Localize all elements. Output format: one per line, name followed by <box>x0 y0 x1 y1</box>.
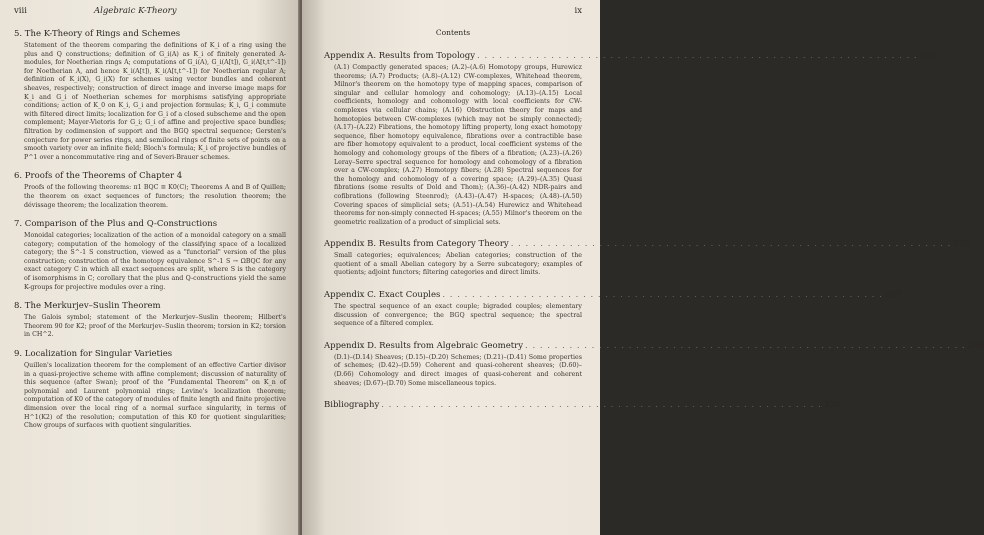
toc-entry-title: Appendix C. Exact Couples <box>324 290 441 301</box>
left-page <box>0 0 300 535</box>
toc-entry-description: Small categories; equivalences; Abelian categories; construction of the quotient of a small Abelian category by a Serre subcategory; examples of quotients; adjoint functors; filtering categories and direct limits. <box>334 252 582 277</box>
toc-entry-description: Quillen's localization theorem for the complement of an effective Cartier divisor in a quasi-projective scheme with affine complement; discussion of naturality of this sequence (after Swan); proof of the "Fundamental Theorem" on K_n of polynomial and Laurent polynomial rings; Levine's localization theorem; computation of K0 of the category of modules of finite length and finite projective dimension over the local ring of a normal surface singularity, in terms of H^1(K2) of the resolution; computation of this K0 for quotient singularities; Chow groups of surfaces with quotient singularities. <box>24 362 286 430</box>
toc-entry-title: 7. Comparison of the Plus and Q-Constructions <box>14 219 218 230</box>
left-running-head <box>14 6 286 20</box>
toc-entry-title: 6. Proofs of the Theorems of Chapter 4 <box>14 171 183 182</box>
dot-leader: . . . . . . . . . . . . . . . . . . . . . . . . . . . . . . . . . . . . . . . . . . . . . . . . . . . . . . . . . . . . <box>477 51 918 61</box>
toc-entry-description: Proofs of the following theorems: π1 BQC ≅ K0(C); Theorems A and B of Quillen; the theorem on exact sequences of functors; the resolution theorem; the dévissage theorem; the localization theorem. <box>24 184 286 209</box>
toc-entry-description: (D.1)–(D.14) Sheaves; (D.15)–(D.20) Schemes; (D.21)–(D.41) Some properties of schemes; (D.42)–(D.59) Coherent and quasi-coherent sheaves; (D.60)–(D.66) Cohomology and direct images of quasi-coherent and coherent sheaves; (D.67)–(D.70) Some miscellaneous topics. <box>334 353 582 387</box>
toc-entry-title: 5. The K-Theory of Rings and Schemes <box>14 29 181 39</box>
toc-entry-page: 276 <box>953 239 970 250</box>
toc-entry-description: (A.1) Compactly generated spaces; (A.2)–(A.6) Homotopy groups, Hurewicz theorems; (A.7) Products; (A.8)–(A.12) CW-complexes, Whitehead theorem, Milnor's theorem on the homotopy type of mapping spaces, comparison of singular and cellular homology and cohomology; (A.13)–(A.15) Local coefficients, homology and cohomology with local coefficients for CW-complexes via cellular chains; (A.16) Obstruction theory for maps and homotopies between CW-complexes (which may not be simply connected); (A.17)–(A.22) Fibrations, the homotopy lifting property, long exact homotopy sequence, fiber homotopy equivalence, fibrations over a contractible base are fiber homotopy equivalent to a product, local coefficient systems of the homology and cohomology groups of the fibers of a fibration; (A.23)–(A.26) Leray–Serre spectral sequence for homology and cohomology of a fibration over a CW-complex; (A.27) Homotopy fibers; (A.28) Spectral sequences for the homology and cohomology of a covering space; (A.29)–(A.35) Quasi fibrations (some results of Dold and Thom); (A.36)–(A.42) NDR-pairs and cofibrations (following Steenrod); (A.43)–(A.47) H-spaces; (A.48)–(A.50) Covering spaces of simplicial sets; (A.51)–(A.54) Hurewicz and Whitehead theorems for non-simply connected H-spaces; (A.55) Milnor's theorem on the geometric realization of a product of simplicial sets. <box>334 64 582 226</box>
toc-entry-title: Appendix B. Results from Category Theory <box>324 239 509 250</box>
toc-entry-title: 9. Localization for Singular Varieties <box>14 349 173 360</box>
running-title-contents: Contents <box>435 28 471 37</box>
toc-entry-chapter-5 <box>14 29 286 162</box>
toc-entry-appendix-b <box>324 239 970 278</box>
toc-entry-chapter-9 <box>14 349 286 431</box>
toc-entry-bibliography <box>324 400 841 411</box>
right-page <box>302 0 984 535</box>
toc-entry-title: Bibliography <box>324 400 380 411</box>
toc-entry-appendix-c <box>324 290 902 329</box>
toc-entry-appendix-d <box>324 340 984 388</box>
right-running-head <box>324 6 582 20</box>
toc-entry-chapter-7 <box>14 219 286 292</box>
toc-entry-description: Monoidal categories; localization of the action of a monoidal category on a small category; computation of the homology of the classifying space of a localized category; the S^-1 S construction, viewed as a "functorial" version of the plus construction; construction of the homotopy equivalence S^-1 S → ΩBQC for any exact category C in which all exact sequences are split, where S is the category of isomorphisms in C; corollary that the plus and Q-constructions yield the same K-groups for projective modules over a ring. <box>24 232 286 291</box>
toc-entry-chapter-8 <box>14 301 286 340</box>
toc-entry-title: Appendix D. Results from Algebraic Geometry <box>324 340 524 351</box>
toc-entry-appendix-a <box>324 51 936 227</box>
dot-leader: . . . . . . . . . . . . . . . . . . . . . . . . . . . . . . . . . . . . . . . . . . . . . . . . . . . . . . . . . . . . <box>525 340 966 351</box>
toc-entry-page: 230 <box>919 51 936 61</box>
toc-entry-description: The Galois symbol; statement of the Merkurjev–Suslin theorem; Hilbert's Theorem 90 for K2; proof of the Merkurjev–Suslin theorem; torsion in K2; torsion in CH^2. <box>24 314 286 339</box>
dot-leader: . . . . . . . . . . . . . . . . . . . . . . . . . . . . . . . . . . . . . . . . . . . . . . . . . . . . . . . . . . . . <box>381 400 822 411</box>
toc-entry-title: 8. The Merkurjev–Suslin Theorem <box>14 301 161 312</box>
toc-entry-description: Statement of the theorem comparing the definitions of K_i of a ring using the plus and Q constructions; definition of G_i(A) as K_i of finitely generated A-modules, for Noetherian rings A; computations of G_i(A), G_i(A[t]), G_i(A[t,t^-1]) for Noetherian A, and hence K_i(A[t]), K_i(A[t,t^-1]) for Noetherian regular A; definition of K_i(X), G_i(X) for schemes using vector bundles and coherent sheaves, respectively; construction of direct image and inverse image maps for K_i and G_i of Noetherian schemes for morphisms satisfying appropriate conditions; action of K_0 on K_i, G_i and projection formulas; K_i, G_i commute with filtered direct limits; localization for G_i of a closed subscheme and the open complement; Mayer-Vietoris for G_i; G_i of affine and projective space bundles; filtration by codimension of support and the BGQ spectral sequence; Gersten's conjecture for power series rings, and semilocal rings of finite sets of points on a smooth variety over an infinite field; Bloch's formula; K_i of projective bundles of P^1 over a noncommutative ring and of Severi-Brauer schemes. <box>24 42 286 161</box>
dot-leader: . . . . . . . . . . . . . . . . . . . . . . . . . . . . . . . . . . . . . . . . . . . . . . . . . . . . . . . . . . . . <box>510 239 952 250</box>
right-page-number: ix <box>574 6 582 16</box>
toc-entry-description: The spectral sequence of an exact couple; bigraded couples; elementary discussion of convergence; the BGQ spectral sequence; the spectral sequence of a filtered complex. <box>334 303 582 328</box>
left-running-title: Algebraic K-Theory <box>94 6 177 16</box>
dot-leader: . . . . . . . . . . . . . . . . . . . . . . . . . . . . . . . . . . . . . . . . . . . . . . . . . . . . . . . . . . . . <box>442 290 883 301</box>
toc-entry-page: 339 <box>823 400 841 411</box>
left-page-number: viii <box>14 6 27 16</box>
toc-entry-page: 287 <box>884 290 902 301</box>
toc-entry-page: 295 <box>967 340 984 351</box>
toc-entry-chapter-6 <box>14 171 286 210</box>
toc-entry-title: Appendix A. Results from Topology <box>324 51 476 61</box>
